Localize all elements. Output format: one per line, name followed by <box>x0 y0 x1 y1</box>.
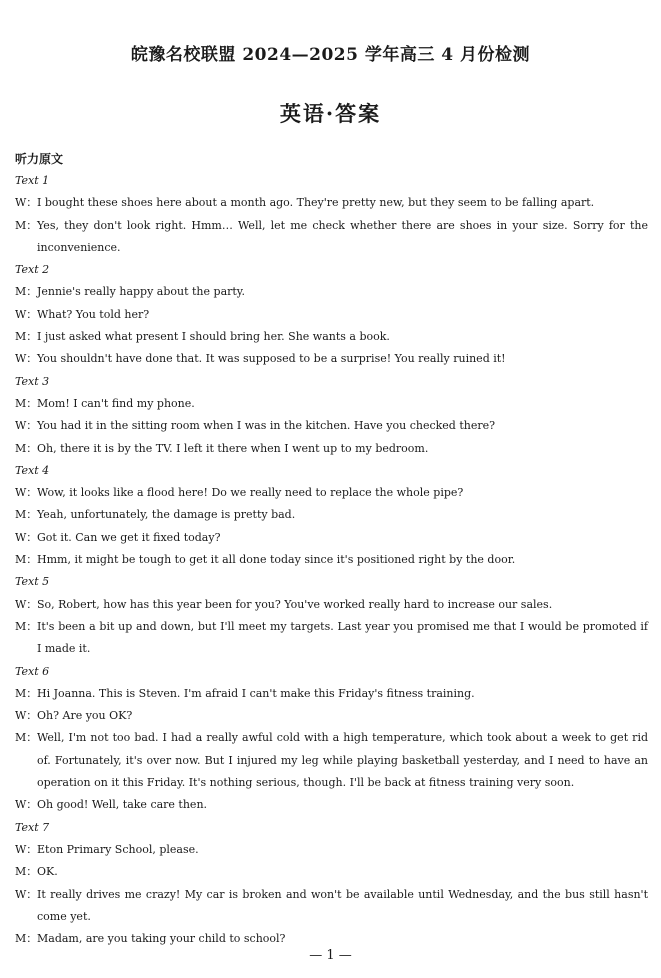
section-heading: 听力原文 <box>15 152 64 166</box>
utterance-text: Oh good! Well, take care then. <box>37 798 208 812</box>
dialog-line <box>15 281 648 303</box>
speaker-label: M： <box>15 330 38 344</box>
speaker-label: M： <box>15 218 38 232</box>
speaker-label: M： <box>15 441 38 455</box>
dialog-line <box>15 438 648 460</box>
utterance-text: OK. <box>37 865 58 879</box>
utterance-text: Wow, it looks like a flood here! Do we really need to replace the whole pipe? <box>37 486 464 500</box>
utterance-text: Well, I'm not too bad. I had a really awful cold with a high temperature, which took about a week to get rid of. Fortunately, it's over now. But I injured my leg while playing basketball yesterday, and I need to have an operation on it this Friday. It's nothing serious, though. I'll be back at fitness training very soon. <box>37 731 648 790</box>
dialog-line <box>15 348 648 370</box>
page-title: 皖豫名校联盟 2024—2025 学年高三 4 月份检测 <box>130 45 531 65</box>
dialog-line <box>15 215 648 260</box>
dialog-line <box>15 839 648 861</box>
dialog-line <box>15 861 648 883</box>
dialog-line <box>15 326 648 348</box>
utterance-text: I just asked what present I should bring her. She wants a book. <box>37 330 390 344</box>
dialog-line <box>15 549 648 571</box>
utterance-text: Yes, they don't look right. Hmm… Well, let me check whether there are shoes in your size. Sorry for the inconvenience. <box>37 218 648 254</box>
speaker-label: M： <box>15 686 38 700</box>
speaker-label: M： <box>15 285 38 299</box>
speaker-label: W： <box>15 486 38 500</box>
dialog-line <box>15 594 648 616</box>
speaker-label: M： <box>15 932 38 946</box>
utterance-text: Got it. Can we get it fixed today? <box>37 530 221 544</box>
page-subtitle: 英语·答案 <box>279 101 382 126</box>
text-label: Text 2 <box>15 263 50 277</box>
utterance-text: Hmm, it might be tough to get it all done today since it's positioned right by the door. <box>37 553 516 567</box>
dialog-line <box>15 705 648 727</box>
utterance-text: Madam, are you taking your child to school? <box>37 932 286 946</box>
speaker-label: W： <box>15 419 38 433</box>
dialog-line <box>15 683 648 705</box>
speaker-label: M： <box>15 865 38 879</box>
utterance-text: It's been a bit up and down, but I'll meet my targets. Last year you promised me that I would be promoted if I made it. <box>37 619 648 656</box>
utterance-text: I bought these shoes here about a month ago. They're pretty new, but they seem to be falling apart. <box>37 196 595 210</box>
listening-transcript <box>15 170 648 950</box>
utterance-text: Oh, there it is by the TV. I left it there when I went up to my bedroom. <box>37 441 429 455</box>
utterance-text: You shouldn't have done that. It was supposed to be a surprise! You really ruined it! <box>37 352 506 366</box>
speaker-label: W： <box>15 798 38 812</box>
speaker-label: W： <box>15 597 38 611</box>
dialog-line <box>15 727 648 794</box>
dialog-line <box>15 415 648 437</box>
utterance-text: Oh? Are you OK? <box>37 709 133 723</box>
page-number: — 1 — <box>309 948 352 963</box>
dialog-line <box>15 616 648 661</box>
utterance-text: It really drives me crazy! My car is broken and won't be available until Wednesday, and the bus still hasn't come yet. <box>37 887 648 923</box>
speaker-label: W： <box>15 530 38 544</box>
dialog-line <box>15 884 648 929</box>
speaker-label: W： <box>15 196 38 210</box>
dialog-line <box>15 527 648 549</box>
utterance-text: Mom! I can't find my phone. <box>37 396 195 410</box>
text-label: Text 1 <box>15 174 50 187</box>
text-label: Text 3 <box>15 374 50 388</box>
speaker-label: W： <box>15 709 38 723</box>
speaker-label: M： <box>15 619 38 633</box>
utterance-text: Eton Primary School, please. <box>37 842 199 856</box>
speaker-label: W： <box>15 887 38 901</box>
utterance-text: Jennie's really happy about the party. <box>37 285 246 299</box>
text-label: Text 4 <box>15 463 50 477</box>
speaker-label: M： <box>15 396 38 410</box>
speaker-label: W： <box>15 842 38 856</box>
dialog-line <box>15 304 648 326</box>
text-label: Text 7 <box>15 820 50 834</box>
dialog-line <box>15 192 648 214</box>
dialog-line <box>15 482 648 504</box>
speaker-label: M： <box>15 731 38 745</box>
dialog-line <box>15 794 648 816</box>
speaker-label: W： <box>15 307 38 321</box>
dialog-line <box>15 393 648 415</box>
dialog-line <box>15 504 648 526</box>
speaker-label: M： <box>15 553 38 567</box>
utterance-text: Hi Joanna. This is Steven. I'm afraid I can't make this Friday's fitness training. <box>37 686 475 700</box>
utterance-text: What? You told her? <box>37 307 150 321</box>
utterance-text: Yeah, unfortunately, the damage is pretty bad. <box>37 508 296 522</box>
utterance-text: So, Robert, how has this year been for you? You've worked really hard to increase our sales. <box>37 597 553 611</box>
text-label: Text 6 <box>15 664 50 678</box>
speaker-label: W： <box>15 352 38 366</box>
text-label: Text 5 <box>15 575 50 589</box>
speaker-label: M： <box>15 508 38 522</box>
utterance-text: You had it in the sitting room when I was in the kitchen. Have you checked there? <box>37 419 496 433</box>
